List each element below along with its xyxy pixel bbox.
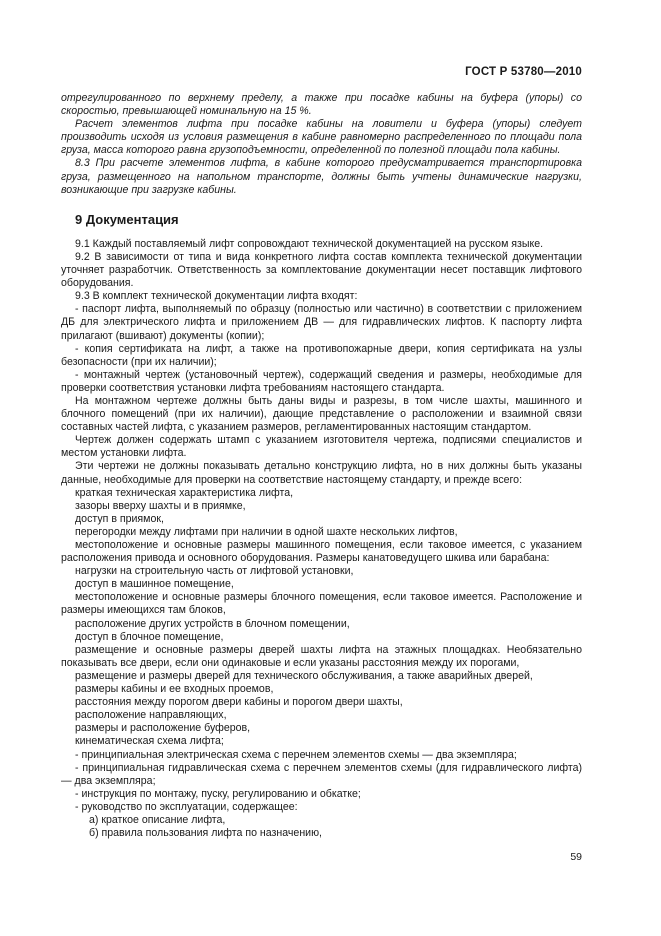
list-item: доступ в приямок,	[75, 512, 164, 525]
list-item: - принципиальная гидравлическая схема с перечнем элементов схемы (для гидравлического лифта) — два экземпляра;	[61, 761, 582, 787]
paragraph: 9.3 В комплект технической документации лифта входят:	[75, 290, 358, 303]
paragraph: На монтажном чертеже должны быть даны виды и разрезы, в том числе шахты, машинного и блочного помещений (при их наличии), дающие представление о расположении и взаимной связи составных частей лифта, с указанием размеров, регламентированных настоящим стандартом.	[61, 394, 582, 434]
section-title: 9 Документация	[75, 211, 179, 227]
list-item: расположение направляющих,	[75, 709, 227, 722]
list-item: - копия сертификата на лифт, а также на противопожарные двери, копия сертификата на узлы безопасности (при их наличии);	[61, 342, 582, 368]
list-item: кинематическая схема лифта;	[75, 735, 224, 748]
list-item: - инструкция по монтажу, пуску, регулированию и обкатке;	[75, 787, 361, 800]
list-item: - монтажный чертеж (установочный чертеж), содержащий сведения и размеры, необходимые для проверки соответствия установки лифта требованиям настоящего стандарта.	[61, 368, 582, 394]
list-item: перегородки между лифтами при наличии в одной шахте нескольких лифтов,	[75, 525, 458, 538]
list-item: местоположение и основные размеры блочного помещения, если таковое имеется. Расположение и размеры имеющихся там блоков,	[61, 591, 582, 617]
list-item: - принципиальная электрическая схема с перечнем элементов схемы — два экземпляра;	[75, 748, 517, 761]
list-item: размещение и основные размеры дверей шахты лифта на этажных площадках. Необязательно показывать все двери, если они одинаковые и если указаны расстояния между их порогами,	[61, 643, 582, 669]
list-item: краткая техническая характеристика лифта,	[75, 486, 294, 499]
list-item: расположение других устройств в блочном помещении,	[75, 617, 350, 630]
italic-paragraph: 8.3 При расчете элементов лифта, в кабине которого предусматривается транспортировка груза, размещенного на напольном транспорте, должны быть учтены динамические нагрузки, возникающие при загрузке кабины.	[61, 157, 582, 196]
list-item: размеры и расположение буферов,	[75, 722, 251, 735]
paragraph: 9.1 Каждый поставляемый лифт сопровождают технической документацией на русском языке.	[75, 237, 544, 250]
list-item: размещение и размеры дверей для технического обслуживания, а также аварийных дверей,	[75, 669, 533, 682]
page-number: 59	[570, 851, 582, 863]
list-item: нагрузки на строительную часть от лифтовой установки,	[75, 565, 354, 578]
paragraph: 9.2 В зависимости от типа и вида конкретного лифта состав комплекта технической документации уточняет разработчик. Ответственность за комплектование документации несет поставщик лифтового оборудования.	[61, 250, 582, 290]
list-item: - руководство по эксплуатации, содержащее:	[75, 800, 298, 813]
page-body	[61, 92, 582, 840]
list-item: доступ в машинное помещение,	[75, 578, 234, 591]
italic-paragraph: отрегулированного по верхнему пределу, а также при посадке кабины на буфера (упоры) со скоростью, превышающей номинальную на 15 %.	[61, 92, 582, 118]
list-item: размеры кабины и ее входных проемов,	[75, 683, 274, 696]
list-item: а) краткое описание лифта,	[89, 813, 226, 826]
list-item: б) правила пользования лифта по назначению,	[89, 827, 322, 840]
document-code-header: ГОСТ Р 53780—2010	[465, 66, 582, 78]
paragraph: Эти чертежи не должны показывать детально конструкцию лифта, но в них должны быть указаны данные, необходимые для проверки на соответствие настоящему стандарту, и прежде всего:	[61, 460, 582, 486]
list-item: - паспорт лифта, выполняемый по образцу (полностью или частично) в соответствии с приложением ДБ для электрического лифта и приложением ДВ — для гидравлических лифтов. К паспорту лифта прилагают (вшивают) документы (копии);	[61, 303, 582, 342]
list-item: зазоры вверху шахты и в приямке,	[75, 499, 246, 512]
list-item: доступ в блочное помещение,	[75, 630, 224, 643]
paragraph: Чертеж должен содержать штамп с указанием изготовителя чертежа, подписями специалистов и местом установки лифта.	[61, 434, 582, 460]
italic-paragraph: Расчет элементов лифта при посадке кабины на ловители и буфера (упоры) следует производить исходя из условия размещения в кабине равномерно распределенного по площади пола груза, масса которого равна грузоподъемности, определенной по полезной площади пола кабины.	[61, 118, 582, 157]
list-item: расстояния между порогом двери кабины и порогом двери шахты,	[75, 696, 403, 709]
list-item: местоположение и основные размеры машинного помещения, если таковое имеется, с указанием расположения привода и основного оборудования. Размеры канатоведущего шкива или барабана:	[61, 539, 582, 565]
